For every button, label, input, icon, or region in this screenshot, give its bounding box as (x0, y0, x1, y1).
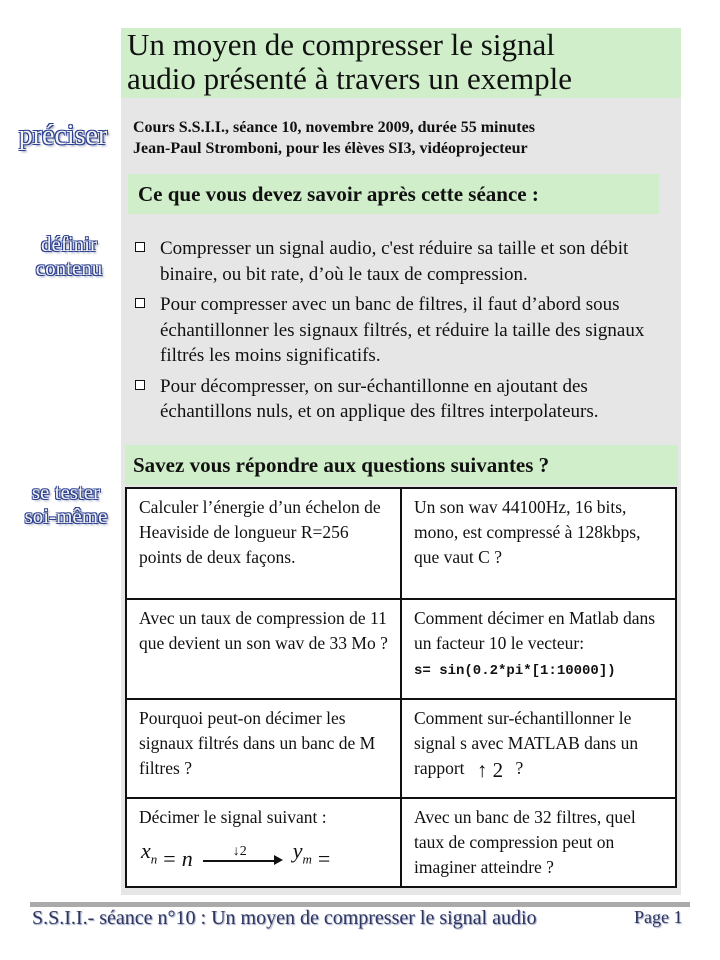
questions-heading: Savez vous répondre aux questions suivantes ? (125, 445, 678, 485)
question-text: Comment décimer en Matlab dans un facteur 10 le vecteur: (414, 608, 656, 653)
formula-equals: = (317, 846, 331, 872)
question-cell (126, 798, 401, 887)
list-item (132, 374, 672, 425)
question-cell: Avec un banc de 32 filtres, quel taux de compression peut on imaginer atteindre ? (401, 798, 676, 887)
course-info (133, 117, 535, 159)
question-cell: Pourquoi peut-on décimer les signaux filtrés dans un banc de M filtres ? (126, 699, 401, 798)
question-cell: Avec un taux de compression de 11 que devient un son wav de 33 Mo ? (126, 599, 401, 699)
sidebar-definir-line2: contenu (35, 256, 103, 280)
sidebar-tester-line2: soi-même (24, 504, 108, 528)
know-heading: Ce que vous devez savoir après cette séance : (128, 174, 659, 214)
question-cell (401, 599, 676, 699)
title-line-1: Un moyen de compresser le signal (127, 27, 555, 62)
bullet-text: Pour décompresser, on sur-échantillonne en ajoutant des échantillons nuls, et on applique des filtres interpolateurs. (160, 375, 599, 422)
checkbox-bullet-icon (135, 298, 145, 308)
objectives-list (132, 236, 672, 430)
matlab-code: s= sin(0.2*pi*[1:10000]) (414, 663, 616, 679)
question-text: Décimer le signal suivant : (139, 807, 327, 827)
page-number: Page 1 (634, 907, 683, 927)
question-cell: Un son wav 44100Hz, 16 bits, mono, est compressé à 128kbps, que vaut C ? (401, 488, 676, 599)
sidebar-preciser: préciser (18, 120, 108, 151)
bullet-text: Compresser un signal audio, c'est réduire sa taille et son débit binaire, ou bit rate, d’où le taux de compression. (160, 238, 629, 285)
questions-table (125, 487, 677, 888)
list-item (132, 292, 672, 369)
title-line-2: audio présenté à travers un exemple (127, 61, 573, 96)
formula-y: $y_m$ (292, 838, 312, 867)
question-end: ? (515, 758, 524, 778)
upsample-arrow-formula: ↑ 2 (471, 758, 509, 782)
checkbox-bullet-icon (135, 380, 145, 390)
table-row (126, 699, 676, 798)
downsample-arrow-icon (203, 845, 283, 871)
table-row (126, 488, 676, 599)
formula-x: $x_n$ (141, 838, 158, 867)
downsample-label: ↓2 (232, 844, 247, 860)
checkbox-bullet-icon (135, 242, 145, 252)
sidebar-definir-contenu (10, 232, 128, 280)
course-line-2: Jean-Paul Stromboni, pour les élèves SI3, vidéoprojecteur (133, 140, 528, 157)
question-text: Comment sur-échantillonner le signal s avec MATLAB dans un rapport (414, 708, 639, 778)
formula-equals: = (163, 846, 176, 872)
footer-text: S.S.I.I.- séance n°10 : Un moyen de compresser le signal audio (32, 907, 537, 929)
list-item (132, 236, 672, 287)
formula-n: n (181, 846, 193, 872)
question-cell: Calculer l’énergie d’un échelon de Heaviside de longueur R=256 points de deux façons. (126, 488, 401, 599)
sidebar-tester-line1: se tester (31, 480, 101, 504)
table-row (126, 798, 676, 887)
slide-title (121, 28, 681, 98)
decimation-formula (139, 838, 391, 871)
sidebar-definir-line1: définir (41, 232, 97, 256)
course-line-1: Cours S.S.I.I., séance 10, novembre 2009, durée 55 minutes (133, 119, 535, 136)
question-cell (401, 699, 676, 798)
sidebar-se-tester (6, 480, 126, 528)
bullet-text: Pour compresser avec un banc de filtres, il faut d’abord sous échantillonner les signaux filtrés, et réduire la taille des signaux filtrés les moins significatifs. (160, 294, 645, 366)
table-row (126, 599, 676, 699)
